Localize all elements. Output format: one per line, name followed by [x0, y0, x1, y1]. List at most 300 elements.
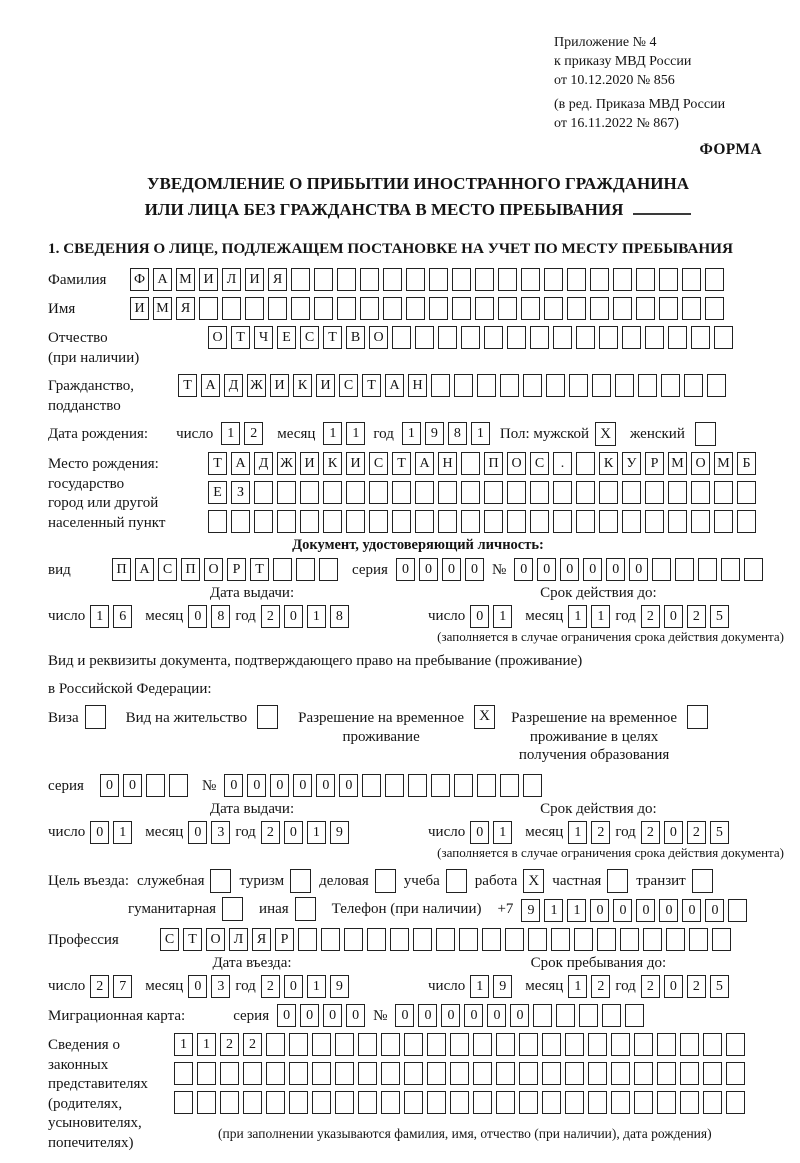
char-cell[interactable]: 0 [346, 1004, 365, 1027]
char-cell[interactable] [698, 558, 717, 581]
char-cell[interactable] [645, 510, 664, 533]
char-cell[interactable] [413, 928, 432, 951]
char-cell[interactable] [622, 481, 641, 504]
char-cell[interactable]: Т [178, 374, 197, 397]
char-cell[interactable] [452, 268, 471, 291]
char-cell[interactable] [553, 481, 572, 504]
char-cell[interactable] [721, 558, 740, 581]
char-cell[interactable]: И [199, 268, 218, 291]
char-cell[interactable] [381, 1091, 400, 1114]
char-cell[interactable]: 9 [521, 899, 540, 922]
char-cell[interactable] [657, 1033, 676, 1056]
char-cell[interactable]: З [231, 481, 250, 504]
char-cell[interactable] [569, 374, 588, 397]
char-cell[interactable]: 1 [544, 899, 563, 922]
char-cell[interactable]: 0 [606, 558, 625, 581]
char-cell[interactable] [519, 1091, 538, 1114]
char-cell[interactable] [385, 774, 404, 797]
char-cell[interactable] [622, 510, 641, 533]
char-cell[interactable] [473, 1033, 492, 1056]
char-cell[interactable] [530, 481, 549, 504]
char-cell[interactable] [703, 1091, 722, 1114]
char-cell[interactable] [266, 1091, 285, 1114]
char-cell[interactable]: С [160, 928, 179, 951]
char-cell[interactable]: 2 [244, 422, 263, 445]
char-cell[interactable]: И [316, 374, 335, 397]
char-cell[interactable]: С [158, 558, 177, 581]
char-cell[interactable] [498, 268, 517, 291]
char-cell[interactable]: Е [208, 481, 227, 504]
char-cell[interactable]: Ж [277, 452, 296, 475]
char-cell[interactable]: И [245, 268, 264, 291]
char-cell[interactable] [392, 510, 411, 533]
char-cell[interactable] [461, 510, 480, 533]
char-cell[interactable] [429, 297, 448, 320]
char-cell[interactable]: 1 [493, 605, 512, 628]
char-cell[interactable] [484, 510, 503, 533]
char-cell[interactable] [588, 1033, 607, 1056]
char-cell[interactable]: 0 [90, 821, 109, 844]
char-cell[interactable] [197, 1062, 216, 1085]
char-cell[interactable]: 2 [591, 975, 610, 998]
char-cell[interactable]: 0 [396, 558, 415, 581]
char-cell[interactable]: 0 [293, 774, 312, 797]
char-cell[interactable] [323, 510, 342, 533]
char-cell[interactable] [551, 928, 570, 951]
char-cell[interactable] [737, 481, 756, 504]
char-cell[interactable] [620, 928, 639, 951]
char-cell[interactable]: 0 [224, 774, 243, 797]
char-cell[interactable] [482, 928, 501, 951]
char-cell[interactable]: 0 [418, 1004, 437, 1027]
char-cell[interactable] [659, 268, 678, 291]
char-cell[interactable] [169, 774, 188, 797]
char-cell[interactable]: 9 [330, 975, 349, 998]
char-cell[interactable] [523, 774, 542, 797]
char-cell[interactable] [335, 1091, 354, 1114]
char-cell[interactable] [661, 374, 680, 397]
char-cell[interactable]: 0 [300, 1004, 319, 1027]
char-cell[interactable] [579, 1004, 598, 1027]
char-cell[interactable] [254, 481, 273, 504]
char-cell[interactable] [429, 268, 448, 291]
char-cell[interactable] [199, 297, 218, 320]
char-cell[interactable]: 0 [270, 774, 289, 797]
char-cell[interactable] [592, 374, 611, 397]
rvp-edu-checkbox[interactable] [687, 705, 708, 729]
char-cell[interactable] [300, 481, 319, 504]
char-cell[interactable] [369, 510, 388, 533]
char-cell[interactable]: 8 [330, 605, 349, 628]
char-cell[interactable]: О [206, 928, 225, 951]
male-checkbox[interactable]: X [595, 422, 616, 446]
char-cell[interactable]: 5 [710, 821, 729, 844]
purpose-humanitarian-checkbox[interactable] [222, 897, 243, 921]
female-checkbox[interactable] [695, 422, 716, 446]
char-cell[interactable]: 0 [636, 899, 655, 922]
char-cell[interactable] [360, 297, 379, 320]
char-cell[interactable] [675, 558, 694, 581]
char-cell[interactable]: А [201, 374, 220, 397]
char-cell[interactable] [314, 268, 333, 291]
char-cell[interactable]: 1 [113, 821, 132, 844]
char-cell[interactable]: 0 [277, 1004, 296, 1027]
char-cell[interactable]: 2 [261, 605, 280, 628]
char-cell[interactable]: 1 [323, 422, 342, 445]
char-cell[interactable] [415, 481, 434, 504]
char-cell[interactable]: 0 [395, 1004, 414, 1027]
purpose-study-checkbox[interactable] [446, 869, 467, 893]
char-cell[interactable] [427, 1062, 446, 1085]
char-cell[interactable]: 2 [687, 605, 706, 628]
char-cell[interactable]: 0 [560, 558, 579, 581]
char-cell[interactable]: 0 [284, 975, 303, 998]
char-cell[interactable]: 0 [419, 558, 438, 581]
char-cell[interactable]: Е [277, 326, 296, 349]
rvp-checkbox[interactable]: X [474, 705, 495, 729]
char-cell[interactable]: 2 [687, 975, 706, 998]
char-cell[interactable] [599, 510, 618, 533]
char-cell[interactable]: 1 [493, 821, 512, 844]
char-cell[interactable]: 6 [113, 605, 132, 628]
char-cell[interactable] [682, 297, 701, 320]
char-cell[interactable] [289, 1091, 308, 1114]
char-cell[interactable]: 2 [641, 605, 660, 628]
char-cell[interactable] [611, 1033, 630, 1056]
char-cell[interactable] [705, 297, 724, 320]
char-cell[interactable] [289, 1033, 308, 1056]
char-cell[interactable]: К [293, 374, 312, 397]
char-cell[interactable] [556, 1004, 575, 1027]
char-cell[interactable]: 8 [211, 605, 230, 628]
char-cell[interactable]: К [599, 452, 618, 475]
char-cell[interactable] [645, 326, 664, 349]
char-cell[interactable]: 0 [339, 774, 358, 797]
char-cell[interactable]: 7 [113, 975, 132, 998]
char-cell[interactable]: 1 [568, 821, 587, 844]
char-cell[interactable] [461, 326, 480, 349]
char-cell[interactable] [668, 481, 687, 504]
char-cell[interactable]: 8 [448, 422, 467, 445]
char-cell[interactable] [390, 928, 409, 951]
char-cell[interactable]: 1 [402, 422, 421, 445]
char-cell[interactable] [222, 297, 241, 320]
char-cell[interactable] [496, 1091, 515, 1114]
char-cell[interactable] [505, 928, 524, 951]
char-cell[interactable] [484, 326, 503, 349]
char-cell[interactable]: 1 [307, 821, 326, 844]
char-cell[interactable] [544, 268, 563, 291]
char-cell[interactable]: С [369, 452, 388, 475]
char-cell[interactable] [461, 452, 480, 475]
char-cell[interactable]: 1 [90, 605, 109, 628]
purpose-transit-checkbox[interactable] [692, 869, 713, 893]
char-cell[interactable] [666, 928, 685, 951]
char-cell[interactable]: 0 [188, 605, 207, 628]
char-cell[interactable] [622, 326, 641, 349]
char-cell[interactable]: 0 [664, 605, 683, 628]
char-cell[interactable]: 0 [123, 774, 142, 797]
char-cell[interactable] [728, 899, 747, 922]
char-cell[interactable]: 1 [591, 605, 610, 628]
char-cell[interactable] [707, 374, 726, 397]
char-cell[interactable]: Т [183, 928, 202, 951]
char-cell[interactable] [546, 374, 565, 397]
char-cell[interactable] [291, 297, 310, 320]
char-cell[interactable] [335, 1033, 354, 1056]
char-cell[interactable]: 0 [465, 558, 484, 581]
char-cell[interactable] [634, 1033, 653, 1056]
char-cell[interactable]: С [300, 326, 319, 349]
char-cell[interactable]: К [323, 452, 342, 475]
char-cell[interactable]: М [668, 452, 687, 475]
char-cell[interactable] [599, 481, 618, 504]
char-cell[interactable] [475, 268, 494, 291]
purpose-official-checkbox[interactable] [210, 869, 231, 893]
char-cell[interactable] [438, 326, 457, 349]
char-cell[interactable]: Ч [254, 326, 273, 349]
char-cell[interactable] [680, 1091, 699, 1114]
char-cell[interactable]: 3 [211, 821, 230, 844]
char-cell[interactable] [668, 326, 687, 349]
char-cell[interactable]: С [530, 452, 549, 475]
char-cell[interactable] [668, 510, 687, 533]
char-cell[interactable] [542, 1091, 561, 1114]
char-cell[interactable] [611, 1091, 630, 1114]
char-cell[interactable]: 2 [641, 821, 660, 844]
char-cell[interactable] [703, 1033, 722, 1056]
char-cell[interactable]: Д [224, 374, 243, 397]
char-cell[interactable] [438, 481, 457, 504]
char-cell[interactable]: 0 [629, 558, 648, 581]
char-cell[interactable] [337, 297, 356, 320]
char-cell[interactable]: 0 [442, 558, 461, 581]
char-cell[interactable] [174, 1091, 193, 1114]
char-cell[interactable] [369, 481, 388, 504]
char-cell[interactable]: Я [176, 297, 195, 320]
char-cell[interactable] [590, 297, 609, 320]
char-cell[interactable] [521, 268, 540, 291]
char-cell[interactable] [530, 510, 549, 533]
purpose-business-checkbox[interactable] [375, 869, 396, 893]
char-cell[interactable]: Н [438, 452, 457, 475]
char-cell[interactable]: 1 [346, 422, 365, 445]
char-cell[interactable]: 0 [705, 899, 724, 922]
char-cell[interactable]: 5 [710, 605, 729, 628]
char-cell[interactable] [530, 326, 549, 349]
char-cell[interactable]: Д [254, 452, 273, 475]
char-cell[interactable] [300, 510, 319, 533]
char-cell[interactable]: 9 [493, 975, 512, 998]
char-cell[interactable] [254, 510, 273, 533]
char-cell[interactable] [438, 510, 457, 533]
char-cell[interactable] [689, 928, 708, 951]
char-cell[interactable] [638, 374, 657, 397]
char-cell[interactable]: 0 [316, 774, 335, 797]
char-cell[interactable]: 2 [261, 975, 280, 998]
char-cell[interactable]: П [112, 558, 131, 581]
char-cell[interactable] [266, 1062, 285, 1085]
char-cell[interactable]: Ж [247, 374, 266, 397]
char-cell[interactable]: А [385, 374, 404, 397]
char-cell[interactable]: Т [323, 326, 342, 349]
char-cell[interactable] [323, 481, 342, 504]
char-cell[interactable]: 0 [487, 1004, 506, 1027]
char-cell[interactable] [553, 326, 572, 349]
char-cell[interactable] [358, 1033, 377, 1056]
char-cell[interactable] [461, 481, 480, 504]
char-cell[interactable] [406, 297, 425, 320]
char-cell[interactable]: М [176, 268, 195, 291]
char-cell[interactable] [450, 1033, 469, 1056]
char-cell[interactable] [602, 1004, 621, 1027]
char-cell[interactable] [680, 1033, 699, 1056]
char-cell[interactable]: М [714, 452, 733, 475]
purpose-work-checkbox[interactable]: X [523, 869, 544, 893]
char-cell[interactable]: О [204, 558, 223, 581]
char-cell[interactable]: 0 [470, 605, 489, 628]
char-cell[interactable] [208, 510, 227, 533]
char-cell[interactable]: 0 [583, 558, 602, 581]
char-cell[interactable]: П [181, 558, 200, 581]
char-cell[interactable]: П [484, 452, 503, 475]
char-cell[interactable] [714, 326, 733, 349]
char-cell[interactable] [542, 1033, 561, 1056]
char-cell[interactable] [652, 558, 671, 581]
char-cell[interactable]: 3 [211, 975, 230, 998]
char-cell[interactable]: 0 [464, 1004, 483, 1027]
char-cell[interactable] [473, 1091, 492, 1114]
char-cell[interactable]: 2 [591, 821, 610, 844]
char-cell[interactable] [277, 510, 296, 533]
char-cell[interactable] [657, 1062, 676, 1085]
char-cell[interactable] [346, 481, 365, 504]
char-cell[interactable]: 0 [284, 605, 303, 628]
char-cell[interactable] [613, 268, 632, 291]
char-cell[interactable]: И [346, 452, 365, 475]
char-cell[interactable]: 0 [659, 899, 678, 922]
char-cell[interactable] [574, 928, 593, 951]
char-cell[interactable]: 1 [174, 1033, 193, 1056]
char-cell[interactable]: 0 [470, 821, 489, 844]
char-cell[interactable]: 1 [470, 975, 489, 998]
char-cell[interactable]: 2 [90, 975, 109, 998]
char-cell[interactable]: И [130, 297, 149, 320]
char-cell[interactable] [312, 1033, 331, 1056]
char-cell[interactable] [427, 1033, 446, 1056]
char-cell[interactable]: А [153, 268, 172, 291]
char-cell[interactable] [599, 326, 618, 349]
char-cell[interactable]: 1 [568, 605, 587, 628]
char-cell[interactable]: У [622, 452, 641, 475]
char-cell[interactable] [427, 1091, 446, 1114]
char-cell[interactable]: О [507, 452, 526, 475]
char-cell[interactable] [737, 510, 756, 533]
char-cell[interactable] [360, 268, 379, 291]
blank-underline[interactable] [633, 213, 691, 215]
char-cell[interactable]: 0 [510, 1004, 529, 1027]
char-cell[interactable] [567, 297, 586, 320]
char-cell[interactable] [454, 374, 473, 397]
char-cell[interactable] [643, 928, 662, 951]
char-cell[interactable] [542, 1062, 561, 1085]
char-cell[interactable] [406, 268, 425, 291]
char-cell[interactable] [392, 326, 411, 349]
char-cell[interactable]: Т [208, 452, 227, 475]
char-cell[interactable] [415, 326, 434, 349]
char-cell[interactable] [277, 481, 296, 504]
char-cell[interactable]: 0 [664, 821, 683, 844]
char-cell[interactable] [636, 268, 655, 291]
char-cell[interactable]: . [553, 452, 572, 475]
char-cell[interactable] [588, 1062, 607, 1085]
char-cell[interactable]: 0 [613, 899, 632, 922]
char-cell[interactable]: 0 [590, 899, 609, 922]
char-cell[interactable] [500, 774, 519, 797]
char-cell[interactable] [726, 1033, 745, 1056]
char-cell[interactable]: В [346, 326, 365, 349]
char-cell[interactable] [335, 1062, 354, 1085]
char-cell[interactable] [268, 297, 287, 320]
char-cell[interactable] [245, 297, 264, 320]
char-cell[interactable]: Р [645, 452, 664, 475]
char-cell[interactable]: 1 [221, 422, 240, 445]
char-cell[interactable]: 1 [471, 422, 490, 445]
char-cell[interactable]: 0 [441, 1004, 460, 1027]
char-cell[interactable] [289, 1062, 308, 1085]
char-cell[interactable] [705, 268, 724, 291]
char-cell[interactable] [358, 1091, 377, 1114]
char-cell[interactable] [266, 1033, 285, 1056]
char-cell[interactable] [243, 1062, 262, 1085]
char-cell[interactable] [436, 928, 455, 951]
char-cell[interactable]: 1 [567, 899, 586, 922]
char-cell[interactable] [454, 774, 473, 797]
char-cell[interactable] [590, 268, 609, 291]
char-cell[interactable] [498, 297, 517, 320]
char-cell[interactable]: О [691, 452, 710, 475]
char-cell[interactable]: 0 [514, 558, 533, 581]
char-cell[interactable] [319, 558, 338, 581]
char-cell[interactable]: 0 [537, 558, 556, 581]
char-cell[interactable]: 9 [330, 821, 349, 844]
char-cell[interactable] [312, 1091, 331, 1114]
char-cell[interactable] [404, 1062, 423, 1085]
char-cell[interactable] [691, 481, 710, 504]
char-cell[interactable] [392, 481, 411, 504]
char-cell[interactable] [415, 510, 434, 533]
char-cell[interactable]: А [135, 558, 154, 581]
char-cell[interactable]: О [208, 326, 227, 349]
char-cell[interactable] [521, 297, 540, 320]
char-cell[interactable]: Л [229, 928, 248, 951]
char-cell[interactable] [523, 374, 542, 397]
char-cell[interactable] [220, 1091, 239, 1114]
char-cell[interactable]: 0 [247, 774, 266, 797]
char-cell[interactable]: 1 [307, 975, 326, 998]
char-cell[interactable] [321, 928, 340, 951]
char-cell[interactable] [611, 1062, 630, 1085]
char-cell[interactable] [507, 510, 526, 533]
char-cell[interactable]: 0 [188, 975, 207, 998]
char-cell[interactable] [450, 1062, 469, 1085]
char-cell[interactable] [231, 510, 250, 533]
char-cell[interactable]: Т [250, 558, 269, 581]
char-cell[interactable] [744, 558, 763, 581]
residence-permit-checkbox[interactable] [257, 705, 278, 729]
char-cell[interactable] [691, 326, 710, 349]
char-cell[interactable] [337, 268, 356, 291]
